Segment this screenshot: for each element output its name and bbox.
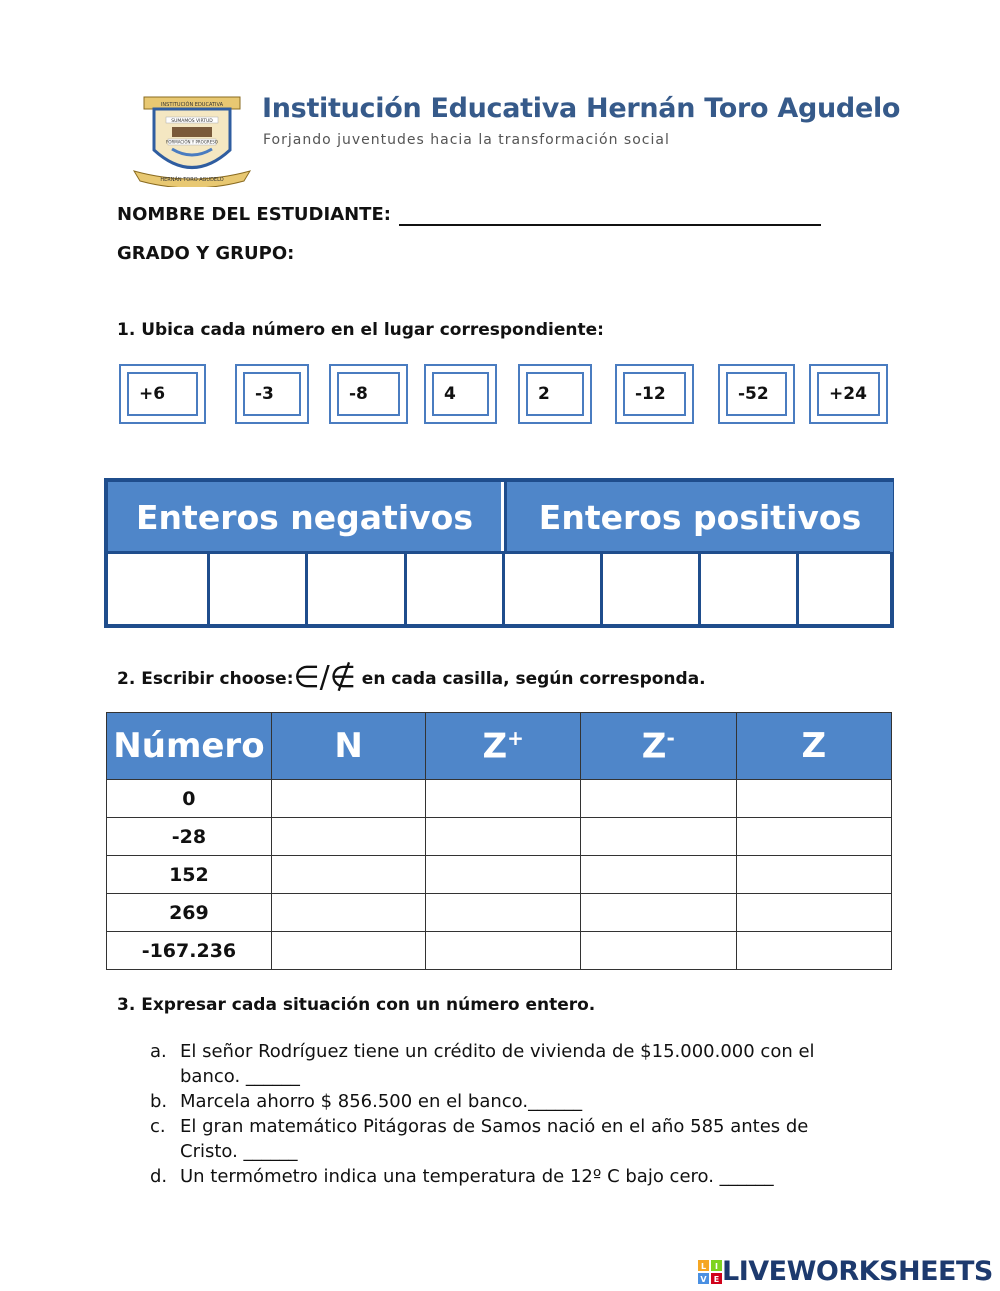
header-z-plus-sup: + bbox=[507, 725, 524, 750]
item-text: El señor Rodríguez tiene un crédito de vivienda de $15.000.000 con el bbox=[180, 1041, 815, 1062]
header-numero: Número bbox=[107, 713, 272, 780]
crest-shield-text-2: FORMACIÓN Y PROGRESO bbox=[166, 139, 218, 145]
situation-item-a-line2[interactable]: banco. ______ bbox=[180, 1066, 300, 1087]
drop-zone-positive[interactable] bbox=[502, 554, 600, 624]
answer-cell[interactable] bbox=[581, 856, 737, 894]
student-name-label: NOMBRE DEL ESTUDIANTE: bbox=[117, 204, 391, 225]
school-motto: Forjando juventudes hacia la transformación social bbox=[263, 132, 670, 148]
answer-cell[interactable] bbox=[426, 818, 581, 856]
number-card[interactable] bbox=[518, 364, 592, 424]
question-2-prefix: 2. Escribir choose: bbox=[117, 669, 294, 689]
item-letter: b. bbox=[150, 1091, 168, 1112]
drop-zone-positive[interactable] bbox=[796, 554, 890, 624]
item-text: Marcela ahorro $ 856.500 en el banco.______ bbox=[180, 1091, 583, 1112]
answer-cell[interactable] bbox=[736, 894, 891, 932]
number-card[interactable] bbox=[718, 364, 795, 424]
answer-cell[interactable] bbox=[271, 818, 426, 856]
drop-zone-negative[interactable] bbox=[305, 554, 404, 624]
answer-cell[interactable] bbox=[426, 894, 581, 932]
item-letter: a. bbox=[150, 1041, 167, 1062]
item-text: Un termómetro indica una temperatura de 12º C bajo cero. ______ bbox=[180, 1166, 774, 1187]
set-membership-table bbox=[106, 712, 892, 970]
situation-item-c bbox=[150, 1116, 808, 1137]
number-card[interactable] bbox=[329, 364, 408, 424]
crest-banner-text: INSTITUCIÓN EDUCATIVA bbox=[160, 102, 224, 108]
logo-letter: V bbox=[700, 1274, 707, 1284]
school-crest-logo bbox=[132, 95, 252, 187]
header-z-minus-base: Z bbox=[641, 726, 667, 767]
answer-cell[interactable] bbox=[426, 932, 581, 970]
answer-cell[interactable] bbox=[426, 856, 581, 894]
table-row bbox=[107, 856, 892, 894]
item-letter: d. bbox=[150, 1166, 168, 1187]
student-name-field[interactable] bbox=[399, 224, 821, 226]
table-row bbox=[107, 780, 892, 818]
header-n: N bbox=[271, 713, 426, 780]
logo-letter: E bbox=[713, 1274, 720, 1284]
negative-integers-header: Enteros negativos bbox=[108, 482, 501, 552]
row-number: 152 bbox=[107, 856, 272, 894]
answer-cell[interactable] bbox=[271, 894, 426, 932]
number-card-label: 4 bbox=[432, 372, 489, 416]
header-z: Z bbox=[736, 713, 891, 780]
drop-zone-positive[interactable] bbox=[698, 554, 796, 624]
number-card[interactable] bbox=[424, 364, 497, 424]
answer-cell[interactable] bbox=[581, 818, 737, 856]
table-row bbox=[107, 894, 892, 932]
number-card-label: +24 bbox=[817, 372, 880, 416]
drop-zone-negative[interactable] bbox=[207, 554, 305, 624]
school-crest-icon bbox=[132, 95, 252, 187]
answer-cell[interactable] bbox=[736, 818, 891, 856]
number-card[interactable] bbox=[615, 364, 694, 424]
answer-cell[interactable] bbox=[736, 780, 891, 818]
question-2-text bbox=[117, 660, 706, 695]
school-name: Institución Educativa Hernán Toro Agudelo bbox=[262, 93, 901, 124]
answer-cell[interactable] bbox=[736, 856, 891, 894]
drop-zone-positive[interactable] bbox=[600, 554, 698, 624]
grade-group-label: GRADO Y GRUPO: bbox=[117, 243, 295, 264]
row-number: -167.236 bbox=[107, 932, 272, 970]
number-card-label: -52 bbox=[726, 372, 787, 416]
answer-cell[interactable] bbox=[581, 894, 737, 932]
answer-cell[interactable] bbox=[736, 932, 891, 970]
row-number: 0 bbox=[107, 780, 272, 818]
number-card[interactable] bbox=[119, 364, 206, 424]
classification-table bbox=[104, 478, 894, 628]
liveworksheets-brand: LIVEWORKSHEETS bbox=[722, 1256, 993, 1287]
positive-integers-header: Enteros positivos bbox=[504, 482, 893, 552]
drop-zone-negative[interactable] bbox=[404, 554, 502, 624]
item-letter: c. bbox=[150, 1116, 166, 1137]
header-z-minus-sup: - bbox=[666, 725, 675, 750]
answer-cell[interactable] bbox=[271, 932, 426, 970]
item-text: El gran matemático Pitágoras de Samos nació en el año 585 antes de bbox=[180, 1116, 809, 1137]
liveworksheets-logo-icon bbox=[698, 1260, 722, 1284]
membership-symbols: ∈/∉ bbox=[293, 660, 356, 695]
situation-item-b[interactable] bbox=[150, 1091, 582, 1112]
row-number: -28 bbox=[107, 818, 272, 856]
number-card-label: -8 bbox=[337, 372, 400, 416]
logo-letter: I bbox=[715, 1261, 718, 1271]
answer-cell[interactable] bbox=[271, 780, 426, 818]
question-1-text: 1. Ubica cada número en el lugar correspondiente: bbox=[117, 320, 604, 340]
header-z-minus bbox=[581, 713, 737, 780]
logo-letter: L bbox=[700, 1261, 707, 1271]
number-card-label: 2 bbox=[526, 372, 584, 416]
crest-shield-text-1: SUMAMOS VIRTUD bbox=[171, 119, 213, 124]
question-3-text: 3. Expresar cada situación con un número entero. bbox=[117, 995, 596, 1015]
situation-item-d[interactable] bbox=[150, 1166, 774, 1187]
number-card-label: +6 bbox=[127, 372, 198, 416]
drop-zone-negative[interactable] bbox=[108, 554, 207, 624]
number-card-label: -3 bbox=[243, 372, 301, 416]
header-z-plus-base: Z bbox=[482, 726, 508, 767]
situation-item-c-line2[interactable]: Cristo. ______ bbox=[180, 1141, 298, 1162]
table-row bbox=[107, 818, 892, 856]
liveworksheets-logo bbox=[698, 1256, 993, 1287]
answer-cell[interactable] bbox=[426, 780, 581, 818]
number-card-label: -12 bbox=[623, 372, 686, 416]
answer-cell[interactable] bbox=[581, 932, 737, 970]
question-2-suffix: en cada casilla, según corresponda. bbox=[355, 669, 706, 689]
answer-cell[interactable] bbox=[271, 856, 426, 894]
crest-bottom-text: HERNÁN TORO AGUDELO bbox=[160, 177, 224, 183]
number-card[interactable] bbox=[809, 364, 888, 424]
row-number: 269 bbox=[107, 894, 272, 932]
situation-item-a bbox=[150, 1041, 815, 1062]
number-card[interactable] bbox=[235, 364, 309, 424]
answer-cell[interactable] bbox=[581, 780, 737, 818]
header-z-plus bbox=[426, 713, 581, 780]
table-row bbox=[107, 932, 892, 970]
